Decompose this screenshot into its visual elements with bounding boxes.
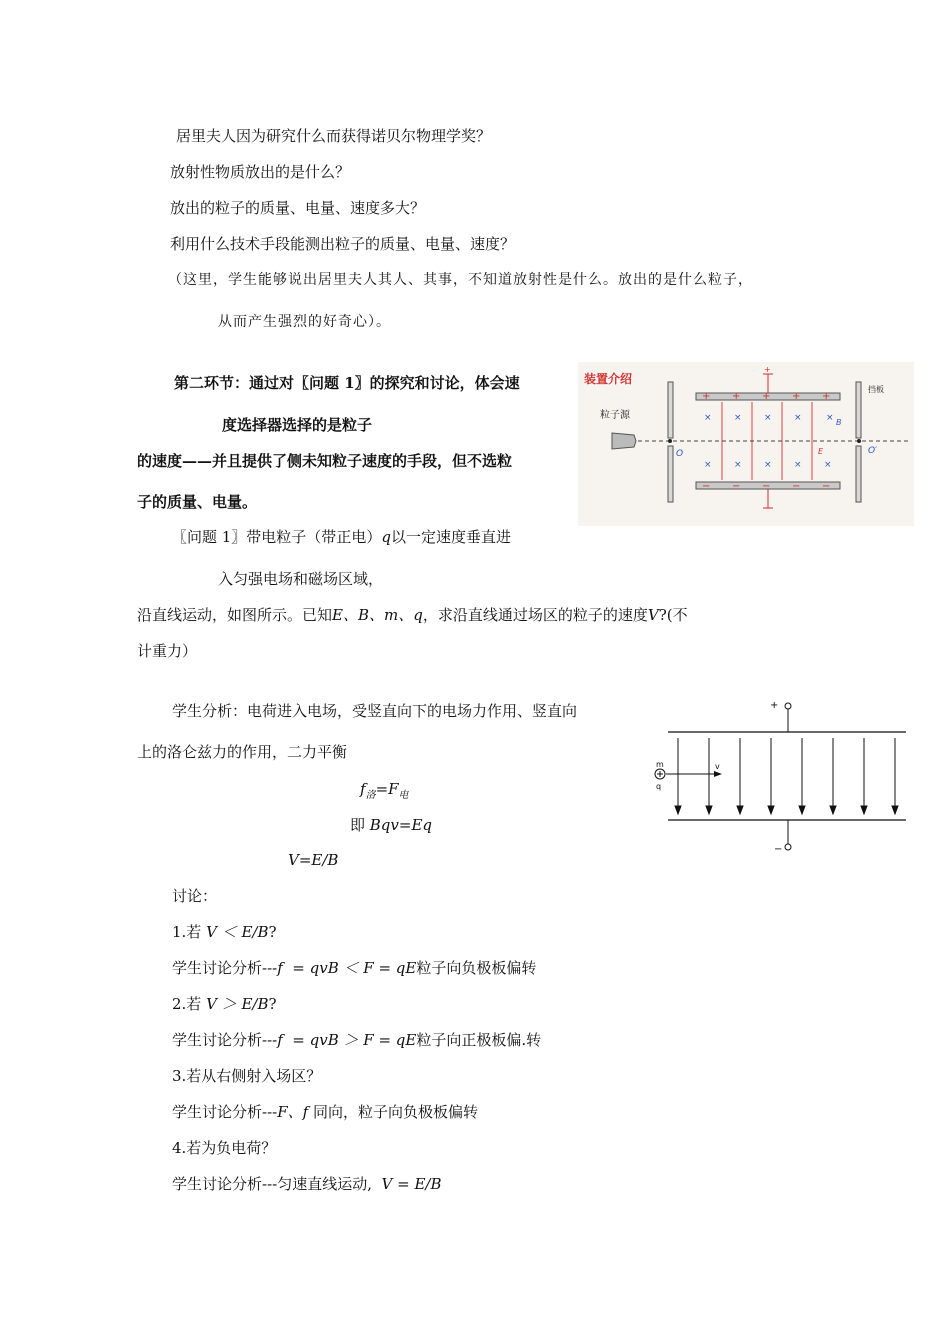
svg-text:×: × [824, 460, 832, 470]
svg-text:×: × [794, 460, 802, 470]
section2-line-4: 子的质量、电量。 [137, 493, 258, 511]
plus-sign: + [792, 391, 801, 402]
q-prefix: 1.若 [172, 923, 207, 941]
equation-forces [360, 779, 409, 806]
label-m: m [656, 760, 664, 769]
svg-text:×: × [826, 413, 834, 423]
apparatus-diagram [578, 362, 914, 526]
discussion-a1 [172, 958, 536, 978]
a-suffix: 粒子向正极板偏.转 [416, 1031, 542, 1049]
discussion-a3 [172, 1102, 478, 1122]
minus-sign: − [702, 481, 711, 492]
svg-text:×: × [734, 460, 742, 470]
given-vars: E、B、m、q [332, 606, 423, 624]
label-q: q [656, 782, 662, 791]
note-line-1: （这里，学生能够说出居里夫人其人、其事，不知道放射性是什么。放出的是什么粒子， [168, 272, 753, 288]
a-suffix: 粒子向负极板偏转 [416, 959, 537, 977]
q-prefix: 2.若 [172, 995, 207, 1013]
plus-sign: + [732, 391, 741, 402]
q-prefix: 4.若为负电荷？ [172, 1139, 277, 1157]
bottom-terminal [785, 844, 791, 850]
q-suffix: ? [268, 923, 277, 941]
question-4: 利用什么技术手段能测出粒子的质量、电量、速度？ [170, 235, 516, 253]
q-math: V ＜ E/B [206, 923, 269, 941]
label-O-prime: O′ [868, 446, 878, 456]
svg-text:×: × [704, 413, 712, 423]
right-baffle-top [856, 382, 861, 438]
top-terminal [785, 703, 791, 709]
label-v: v [715, 762, 720, 771]
top-plus: + [770, 700, 779, 711]
discussion-a4 [172, 1174, 441, 1194]
a-math: V = E/B [381, 1175, 442, 1193]
eq-prefix: 即 [350, 816, 370, 834]
eq-f: f [360, 780, 366, 798]
analysis-line-2: 上的洛仑兹力的作用，二力平衡 [137, 743, 348, 761]
problem-text: 沿直线运动，如图所示。已知 [137, 606, 333, 624]
a-prefix: 学生讨论分析--- [172, 1031, 278, 1049]
discussion-q4 [172, 1138, 276, 1158]
discussion-q3 [172, 1066, 321, 1086]
label-B: B [836, 418, 842, 427]
question-1: 居里夫人因为研究什么而获得诺贝尔物理学奖？ [176, 127, 492, 145]
apparatus-figure [578, 362, 914, 526]
equation-v: V=E/B [288, 851, 339, 869]
problem-text: 以一定速度垂直进 [390, 528, 511, 546]
analysis-line-1: 学生分析：电荷进入电场，受竖直向下的电场力作用、竖直向 [172, 702, 578, 720]
svg-text:×: × [704, 460, 712, 470]
particle-source [612, 433, 636, 449]
field-arrows [675, 738, 898, 814]
problem-text: ，求沿直线通过场区的粒子的速度 [422, 606, 648, 624]
problem-line-3 [137, 605, 688, 625]
field-diagram [648, 694, 910, 858]
svg-text:×: × [764, 460, 772, 470]
discussion-q2 [172, 994, 277, 1014]
problem-line-1 [172, 527, 511, 547]
problem-line-2: 入匀强电场和磁场区域， [218, 570, 384, 588]
eq-F: =F [375, 780, 399, 798]
left-slit-top [668, 382, 673, 438]
section2-line-1: 第二环节：通过对〖问题 1〗的探究和讨论，体会速 [174, 374, 520, 392]
discussion-a2 [172, 1030, 541, 1050]
question-2: 放射性物质放出的是什么？ [170, 163, 351, 181]
a-math: F、f [277, 1103, 313, 1121]
var-q: q [381, 528, 391, 546]
var-V: V [647, 606, 659, 624]
q-suffix: ? [268, 995, 277, 1013]
plus-sign: + [762, 391, 771, 402]
label-O: O [676, 449, 684, 459]
q-prefix: 3.若从右侧射入场区？ [172, 1067, 322, 1085]
section2-line-3: 的速度——并且提供了侧未知粒子速度的手段，但不选粒 [137, 452, 513, 470]
svg-text:×: × [764, 413, 772, 423]
point-O [668, 439, 672, 443]
bottom-minus: − [774, 844, 783, 855]
svg-text:×: × [734, 413, 742, 423]
minus-sign: − [732, 481, 741, 492]
a-math: f = qvB ＜ F = qE [277, 959, 417, 977]
problem-line-4: 计重力） [137, 642, 198, 660]
right-baffle-bottom [856, 446, 861, 502]
equation-bqv [350, 815, 432, 835]
minus-sign: − [822, 481, 831, 492]
plus-sign: + [822, 391, 831, 402]
point-O-prime [857, 439, 861, 443]
a-math: f = qvB ＞ F = qE [277, 1031, 417, 1049]
discussion-q1 [172, 922, 277, 942]
plus-sign: + [702, 391, 711, 402]
eq-sub-electric: 电 [398, 790, 409, 801]
baffle-label: 挡板 [868, 385, 884, 394]
field-figure [648, 694, 910, 858]
a-prefix: 学生讨论分析---匀速直线运动, [172, 1175, 382, 1193]
terminal-plus: + [764, 365, 771, 374]
apparatus-title: 装置介绍 [584, 372, 633, 386]
discussion-title: 讨论： [172, 887, 218, 905]
eq-bqv: Bqv=Eq [369, 816, 433, 834]
note-line-2: 从而产生强烈的好奇心）。 [218, 314, 391, 330]
minus-sign: − [762, 481, 771, 492]
q-math: V ＞ E/B [206, 995, 269, 1013]
a-suffix: 同向，粒子向负极板偏转 [312, 1103, 478, 1121]
section2-line-2: 度选择器选择的是粒子 [222, 416, 373, 434]
a-prefix: 学生讨论分析--- [172, 1103, 278, 1121]
question-3: 放出的粒子的质量、电量、速度多大？ [170, 199, 426, 217]
minus-sign: − [792, 481, 801, 492]
eq-sub-lorentz: 洛 [365, 790, 376, 801]
svg-text:×: × [794, 413, 802, 423]
left-slit-bottom [668, 446, 673, 502]
label-E: E [818, 447, 824, 456]
a-prefix: 学生讨论分析--- [172, 959, 278, 977]
problem-text: ?(不 [658, 606, 688, 624]
problem-text: 〖问题 1〗带电粒子（带正电） [172, 528, 382, 546]
source-label: 粒子源 [600, 410, 630, 421]
